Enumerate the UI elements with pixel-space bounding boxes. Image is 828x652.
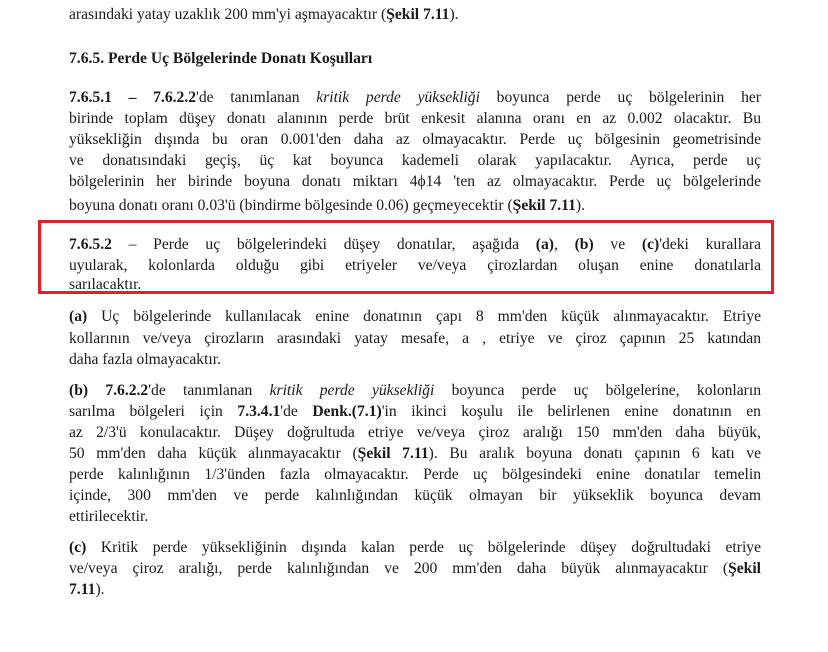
top-text-line bbox=[69, 4, 459, 25]
figure-reference: 7.11 bbox=[69, 581, 96, 598]
item-label: (b) bbox=[574, 236, 594, 253]
text-segment: Kritik perde yüksekliğinin dışında kalan perde uç bölgelerinde düşey doğrultudaki etriye bbox=[86, 539, 761, 556]
figure-reference: Şekil 7.11 bbox=[512, 197, 576, 214]
figure-reference: Şekil 7.11 bbox=[357, 445, 429, 462]
text-segment: – Perde uç bölgelerindeki düşey donatılar, aşağıda bbox=[111, 236, 536, 253]
paragraph-line bbox=[69, 380, 761, 401]
equation-reference: Denk.(7.1) bbox=[312, 403, 382, 420]
text-segment: ve bbox=[593, 236, 642, 253]
item-label: (a) bbox=[535, 236, 554, 253]
paragraph-line: bölgelerinin her birinde boyuna donatı miktarı 4ϕ14 'ten az olmayacaktır. Perde uç bölgelerinde bbox=[69, 173, 761, 190]
text-segment: ve/veya çiroz aralığı, perde kalınlığından ve 200 mm'den daha büyük alınmayacaktır ( bbox=[69, 560, 729, 577]
item-label: (c) bbox=[641, 236, 660, 253]
paragraph-line bbox=[69, 306, 761, 327]
paragraph-line: sarılacaktır. bbox=[69, 276, 142, 293]
paragraph-line bbox=[69, 401, 761, 422]
paragraph-line: ettirilecektir. bbox=[69, 508, 149, 525]
paragraph-line: yüksekliğin dışında bu oran 0.001'den daha az olmayacaktır. Perde uç bölgesinin geometrisinde bbox=[69, 131, 761, 148]
emphasis-text: kritik perde yüksekliği bbox=[269, 382, 435, 399]
paragraph-line bbox=[69, 537, 761, 558]
paragraph-line: ve donatısındaki geçiş, üç kat boyunca kademeli olarak yapılacaktır. Ayrıca, perde uç bbox=[69, 152, 761, 169]
text-segment: ). bbox=[449, 6, 459, 23]
item-label: (c) bbox=[69, 539, 87, 556]
item-label: (b) 7.6.2.2 bbox=[69, 382, 149, 399]
text-segment: boyunca perde uç bölgelerinin her bbox=[479, 89, 761, 106]
figure-reference: Şekil bbox=[728, 560, 761, 577]
paragraph-line bbox=[69, 87, 761, 108]
text-segment: 'deki kurallara bbox=[659, 236, 762, 253]
paragraph-line: perde kalınlığının 1/3'ünden fazla olmayacaktır. Perde uç bölgesindeki enine donatılar temelin bbox=[69, 466, 761, 483]
paragraph-line: birinde toplam düşey donatı alanının perde brüt enkesit alanına oranı en az 0.002 olacaktır. Bu bbox=[69, 110, 761, 127]
text-segment: 'de tanımlanan bbox=[196, 89, 317, 106]
paragraph-line: az 2/3'ü konulacaktır. Düşey doğrultuda etriye ve/veya çiroz aralığı 150 mm'den daha büyük, bbox=[69, 424, 761, 441]
clause-reference: 7.3.4.1 bbox=[237, 403, 281, 420]
text-segment: , bbox=[553, 236, 575, 253]
text-segment: 'in ikinci koşulu ile belirlenen enine donatının en bbox=[381, 403, 761, 420]
text-segment: sarılma bölgeleri için bbox=[69, 403, 238, 420]
text-segment: ). bbox=[95, 581, 105, 598]
paragraph-line: uyularak, kolonlarda olduğu gibi etriyeler ve/veya çirozlardan oluşan enine donatılarla bbox=[69, 257, 761, 274]
clause-number: 7.6.5.1 – 7.6.2.2 bbox=[69, 89, 197, 106]
text-segment: 'de tanımlanan bbox=[148, 382, 270, 399]
text-segment: 'de bbox=[280, 403, 313, 420]
text-segment: arasındaki yatay uzaklık 200 mm'yi aşmayacaktır ( bbox=[69, 6, 387, 23]
text-segment: Uç bölgelerinde kullanılacak enine donatının çapı 8 mm'den küçük alınmayacaktır. Etriye bbox=[87, 308, 761, 325]
text-segment: ). bbox=[575, 197, 585, 214]
paragraph-line bbox=[69, 579, 105, 600]
paragraph-line: içinde, 300 mm'den ve perde kalınlığından küçük olmayan bir yükseklik boyunca devam bbox=[69, 487, 761, 504]
paragraph-line bbox=[69, 234, 761, 255]
item-label: (a) bbox=[69, 308, 88, 325]
paragraph-line: kollarının ve/veya çirozların arasındaki yatay mesafe, a , etriye ve çiroz çapının 25 katından bbox=[69, 330, 761, 347]
figure-reference: Şekil 7.11 bbox=[386, 6, 450, 23]
paragraph-line bbox=[69, 195, 585, 216]
paragraph-line: daha fazla olmayacaktır. bbox=[69, 351, 221, 368]
text-segment: ). Bu aralık boyuna donatı çapının 6 katı ve bbox=[428, 445, 762, 462]
paragraph-line bbox=[69, 443, 761, 464]
paragraph-line bbox=[69, 558, 761, 579]
section-heading: 7.6.5. Perde Uç Bölgelerinde Donatı Koşulları bbox=[69, 50, 373, 67]
clause-number: 7.6.5.2 bbox=[69, 236, 112, 253]
text-segment: boyuna donatı oranı 0.03'ü (bindirme bölgesinde 0.06) geçmeyecektir ( bbox=[69, 197, 513, 214]
emphasis-text: kritik perde yüksekliği bbox=[316, 89, 480, 106]
text-segment: 50 mm'den daha küçük alınmayacaktır ( bbox=[69, 445, 358, 462]
text-segment: boyunca perde uç bölgelerine, kolonların bbox=[434, 382, 761, 399]
